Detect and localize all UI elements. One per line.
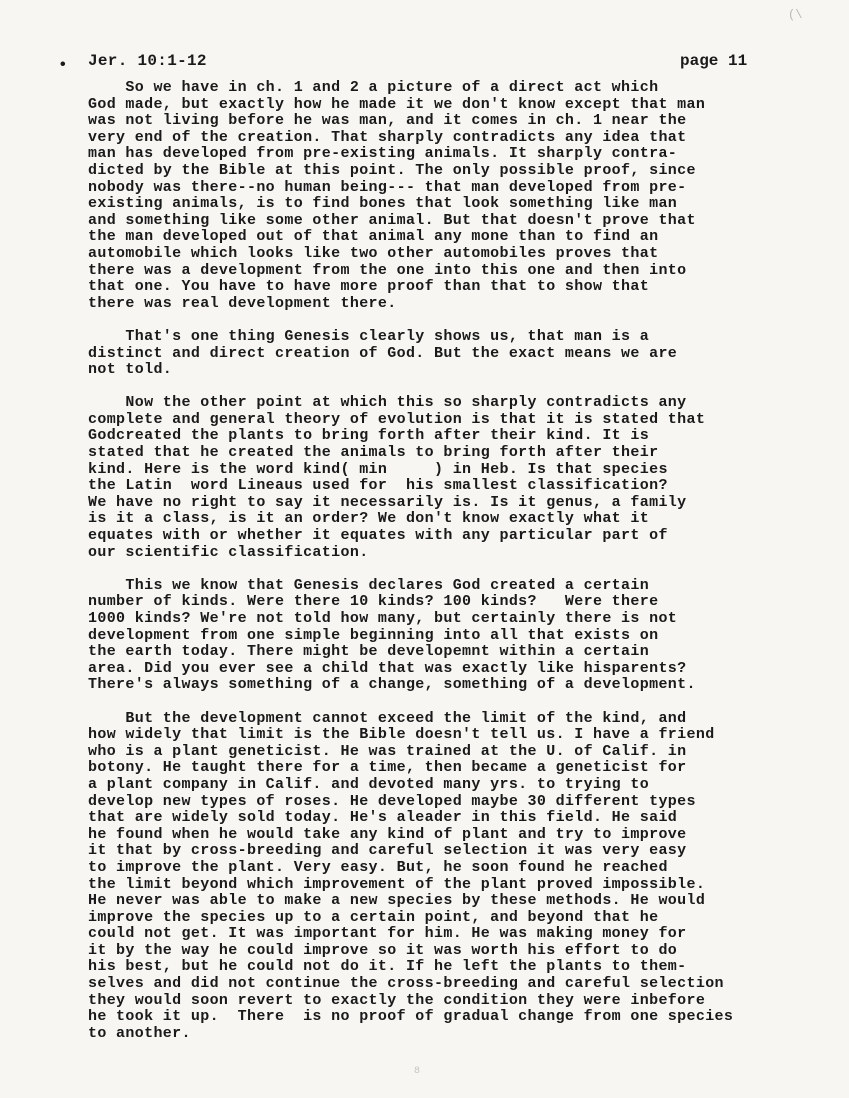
text-line: nobody was there--no human being--- that man developed from pre-	[88, 178, 687, 196]
text-line: So we have in ch. 1 and 2 a picture of a direct act which	[88, 79, 659, 96]
text-line: dicted by the Bible at this point. The only possible proof, since	[88, 161, 696, 179]
text-line: selves and did not continue the cross-breeding and careful selection	[88, 975, 724, 993]
text-line: to improve the plant. Very easy. But, he soon found he reached	[88, 858, 668, 876]
footer-mark: 8	[414, 1066, 421, 1077]
text-line: existing animals, is to find bones that look something like man	[88, 195, 678, 213]
text-line: our scientific classification.	[88, 543, 369, 561]
text-line: he took it up. There is no proof of gradual change from one species	[88, 1008, 734, 1026]
text-line: the earth today. There might be developemnt within a certain	[88, 643, 650, 661]
text-line: there was real development there.	[88, 294, 397, 312]
document-body	[88, 80, 788, 1042]
paragraph	[88, 329, 788, 379]
text-line: God made, but exactly how he made it we don't know except that man	[88, 95, 706, 113]
text-line: that one. You have to have more proof than that to show that	[88, 278, 650, 296]
text-line: not told.	[88, 361, 173, 379]
text-line: is it a class, is it an order? We don't know exactly what it	[88, 510, 650, 528]
text-line: kind. Here is the word kind( min ) in Heb. Is that species	[88, 460, 668, 478]
text-line: improve the species up to a certain point, and beyond that he	[88, 908, 659, 926]
text-line: Now the other point at which this so sharply contradicts any	[88, 394, 687, 412]
corner-mark: (\	[788, 8, 803, 22]
text-line: he found when he would take any kind of plant and try to improve	[88, 825, 687, 843]
paragraph-gap	[88, 561, 788, 578]
text-line: who is a plant geneticist. He was trained at the U. of Calif. in	[88, 742, 687, 760]
paragraph-gap	[88, 694, 788, 711]
text-line: automobile which looks like two other automobiles proves that	[88, 244, 659, 262]
text-line: could not get. It was important for him. He was making money for	[88, 925, 687, 943]
text-line: area. Did you ever see a child that was exactly like hisparents?	[88, 659, 687, 677]
text-line: his best, but he could not do it. If he left the plants to them-	[88, 958, 687, 976]
text-line: very end of the creation. That sharply contradicts any idea that	[88, 128, 687, 146]
text-line: 1000 kinds? We're not told how many, but certainly there is not	[88, 610, 678, 627]
text-line: distinct and direct creation of God. But the exact means we are	[88, 344, 678, 362]
text-line: This we know that Genesis declares God created a certain	[88, 576, 650, 594]
text-line: stated that he created the animals to bring forth after their	[88, 444, 659, 462]
text-line: botony. He taught there for a time, then became a geneticist for	[88, 759, 687, 777]
text-line: But the development cannot exceed the limit of the kind, and	[88, 709, 687, 727]
paragraph-gap	[88, 312, 788, 329]
text-line: how widely that limit is the Bible doesn't tell us. I have a friend	[88, 726, 715, 744]
text-line: the Latin word Lineaus used for his smallest classification?	[88, 477, 668, 495]
text-line: develop new types of roses. He developed maybe 30 different types	[88, 792, 696, 810]
paragraph	[88, 80, 788, 312]
text-line: man has developed from pre-existing animals. It sharply contra-	[88, 145, 678, 163]
text-line: We have no right to say it necessarily is. Is it genus, a family	[88, 493, 687, 511]
text-line: complete and general theory of evolution is that it is stated that	[88, 410, 706, 428]
text-line: and something like some other animal. But that doesn't prove that	[88, 211, 696, 229]
text-line: There's always something of a change, something of a development.	[88, 676, 696, 694]
text-line: it that by cross-breeding and careful selection it was very easy	[88, 842, 687, 860]
text-line: equates with or whether it equates with any particular part of	[88, 527, 668, 545]
text-line: a plant company in Calif. and devoted many yrs. to trying to	[88, 775, 650, 793]
page-number: page 11	[680, 52, 748, 70]
text-line: there was a development from the one into this one and then into	[88, 261, 687, 279]
paragraph-gap	[88, 379, 788, 396]
bullet-mark: •	[58, 56, 68, 74]
text-line: they would soon revert to exactly the condition they were inbefore	[88, 991, 706, 1009]
text-line: that are widely sold today. He's aleader in this field. He said	[88, 809, 678, 827]
text-line: That's one thing Genesis clearly shows us, that man is a	[88, 327, 650, 345]
text-line: to another.	[88, 1024, 191, 1042]
text-line: it by the way he could improve so it was worth his effort to do	[88, 941, 678, 959]
scripture-reference: Jer. 10:1-12	[88, 52, 207, 70]
text-line: number of kinds. Were there 10 kinds? 100 kinds? Were there	[88, 593, 659, 611]
paragraph	[88, 395, 788, 561]
text-line: He never was able to make a new species by these methods. He would	[88, 892, 706, 910]
paragraph	[88, 711, 788, 1043]
text-line: the limit beyond which improvement of the plant proved impossible.	[88, 875, 706, 893]
text-line: Godcreated the plants to bring forth after their kind. It is	[88, 427, 650, 445]
text-line: development from one simple beginning into all that exists on	[88, 626, 659, 644]
text-line: was not living before he was man, and it comes in ch. 1 near the	[88, 112, 687, 130]
text-line: the man developed out of that animal any mone than to find an	[88, 228, 659, 246]
paragraph	[88, 578, 788, 694]
